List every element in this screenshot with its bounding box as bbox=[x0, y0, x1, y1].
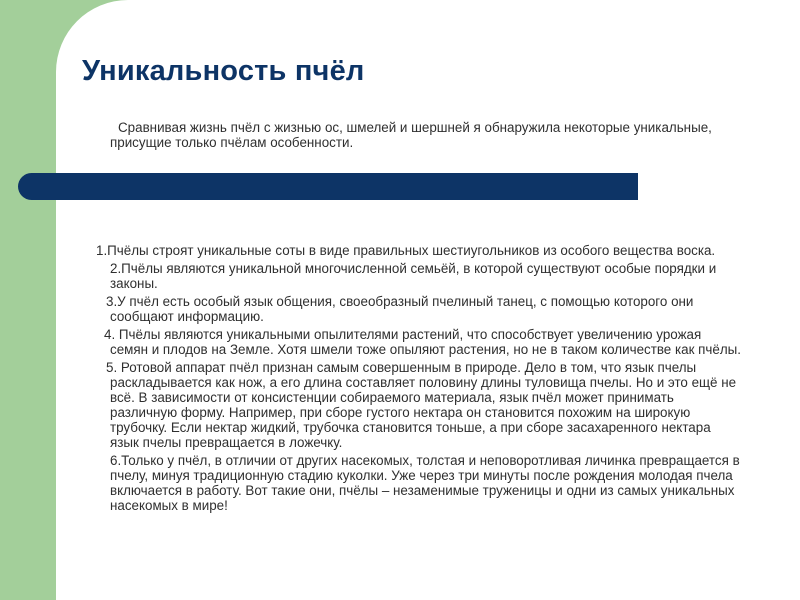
fact-item-4: 4. Пчёлы являются уникальными опылителями растений, что способствует увеличению урожая семян и плодов на Земле. Хотя шмели тоже опыляют растения, но не в таком количестве как пчёлы. bbox=[104, 327, 741, 357]
fact-item-3: 3.У пчёл есть особый язык общения, своеобразный пчелиный танец, с помощью которого они сообщают информацию. bbox=[106, 294, 694, 324]
fact-item-2: 2.Пчёлы являются уникальной многочисленной семьёй, в которой существуют особые порядки и законы. bbox=[110, 261, 717, 291]
fact-item-5: 5. Ротовой аппарат пчёл признан самым совершенным в природе. Дело в том, что язык пчелы раскладывается как нож, а его длина составляет половину длины туловища пчелы. Но и это ещё не всё. В зависимости от консистенции собираемого материала, язык пчёл может принимать различную форму. Например, при сборе густого нектара он становится похожим на широкую трубочку. Если нектар жидкий, трубочка становится тоньше, а при сборе засахаренного нектара язык пчелы превращается в ложечку. bbox=[106, 360, 737, 450]
slide-title: Уникальность пчёл bbox=[82, 55, 365, 87]
facts-list bbox=[92, 243, 742, 513]
fact-item-6: 6.Только у пчёл, в отличии от других насекомых, толстая и неповоротливая личинка превращается в пчелу, минуя традиционную стадию куколки. Уже через три минуты после рождения молодая пчела включается в работу. Вот такие они, пчёлы – незаменимые труженицы и одни из самых уникальных насекомых в мире! bbox=[110, 453, 740, 513]
intro-paragraph: Сравнивая жизнь пчёл с жизнью ос, шмелей и шершней я обнаружила некоторые уникальные, присущие только пчёлам особенности. bbox=[110, 120, 712, 150]
left-green-band bbox=[0, 0, 56, 600]
divider-bar bbox=[18, 173, 638, 200]
fact-item-1: 1.Пчёлы строят уникальные соты в виде правильных шестиугольников из особого вещества воска. bbox=[96, 243, 716, 258]
